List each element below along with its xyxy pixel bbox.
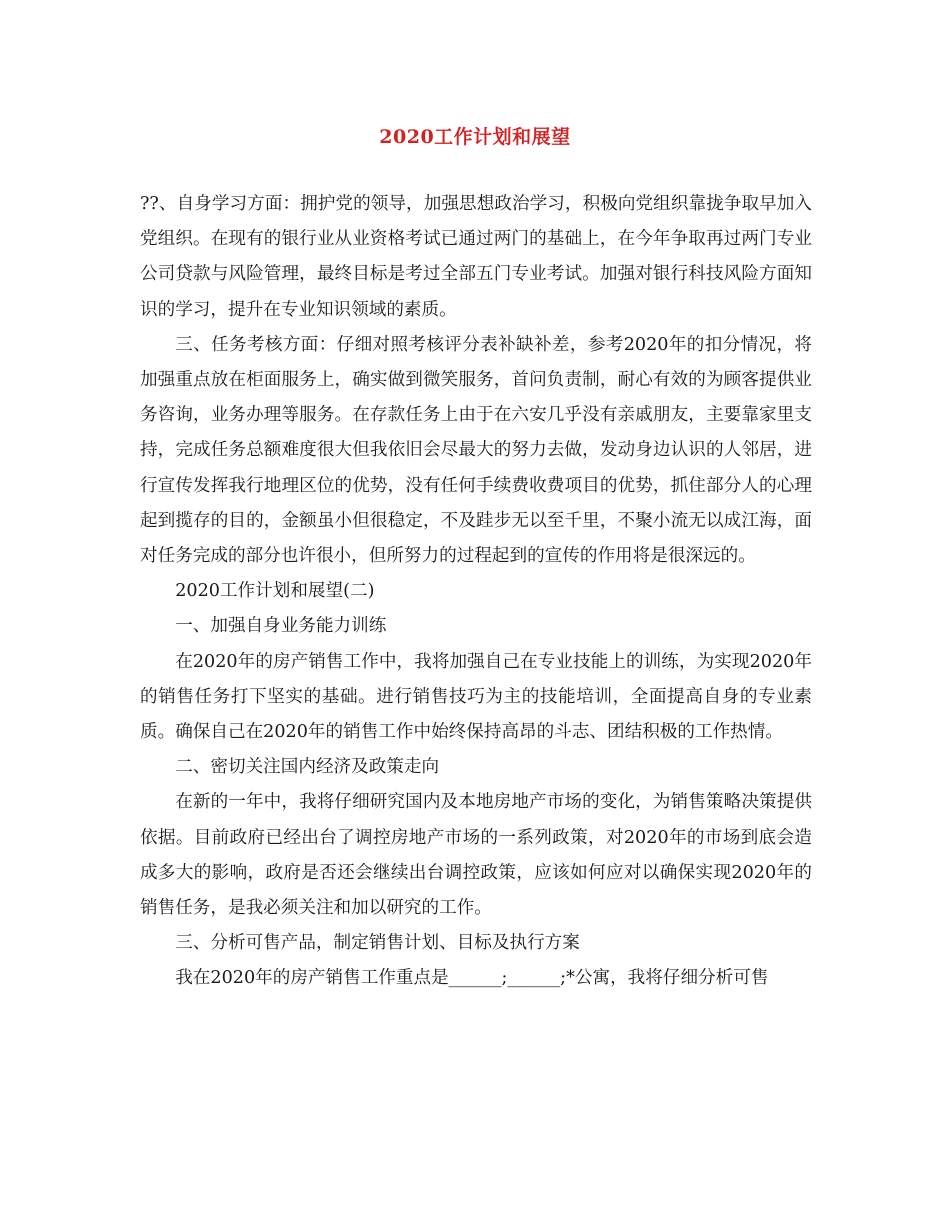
section-title-part-two: 2020工作计划和展望(二) (175, 581, 375, 602)
document-title: 2020工作计划和展望 (379, 126, 571, 148)
paragraph-economic-policy: 在新的一年中，我将仔细研究国内及本地房地产市场的变化，为销售策略决策提供依据。目前政府已经出台了调控房地产市场的一系列政策，对2020年的市场到底会造成多大的影响，政府是否还会继续出台调控政策，应该如何应对以确保实现2020年的销售任务，是我必须关注和加以研究的工作。 (140, 792, 812, 919)
heading-sales-plan: 三、分析可售产品，制定销售计划、目标及执行方案 (175, 933, 580, 954)
heading-economic-policy: 二、密切关注国内经济及政策走向 (175, 757, 440, 778)
paragraph-business-training: 在2020年的房产销售工作中，我将加强自己在专业技能上的训练，为实现2020年的销售任务打下坚实的基础。进行销售技巧为主的技能培训，全面提高自身的专业素质。确保自己在2020年的销售工作中始终保持高昂的斗志、团结积极的工作热情。 (140, 651, 812, 743)
paragraph-task-assessment: 三、任务考核方面：仔细对照考核评分表补缺补差，参考2020年的扣分情况，将加强重点放在柜面服务上，确实做到微笑服务，首问负责制，耐心有效的为顾客提供业务咨询，业务办理等服务。在存款任务上由于在六安几乎没有亲戚朋友，主要靠家里支持，完成任务总额难度很大但我依旧会尽最大的努力去做，发动身边认识的人邻居，进行宣传发挥我行地理区位的优势，没有任何手续费收费项目的优势，抓住部分人的心理起到揽存的目的，金额虽小但很稳定，不及跬步无以至千里，不聚小流无以成江海，面对任务完成的部分也许很小，但所努力的过程起到的宣传的作用将是很深远的。 (140, 334, 812, 567)
heading-business-training: 一、加强自身业务能力训练 (175, 616, 387, 637)
paragraph-self-study: ??、自身学习方面：拥护党的领导，加强思想政治学习，积极向党组织靠拢争取早加入党组织。在现有的银行业从业资格考试已通过两门的基础上，在今年争取再过两门专业公司贷款与风险管理，最终目标是考过全部五门专业考试。加强对银行科技风险方面知识的学习，提升在专业知识领域的素质。 (140, 194, 812, 320)
document-body (140, 187, 812, 997)
paragraph-sales-plan: 我在2020年的房产销售工作重点是______;______;*公寓，我将仔细分析可售 (175, 968, 769, 989)
